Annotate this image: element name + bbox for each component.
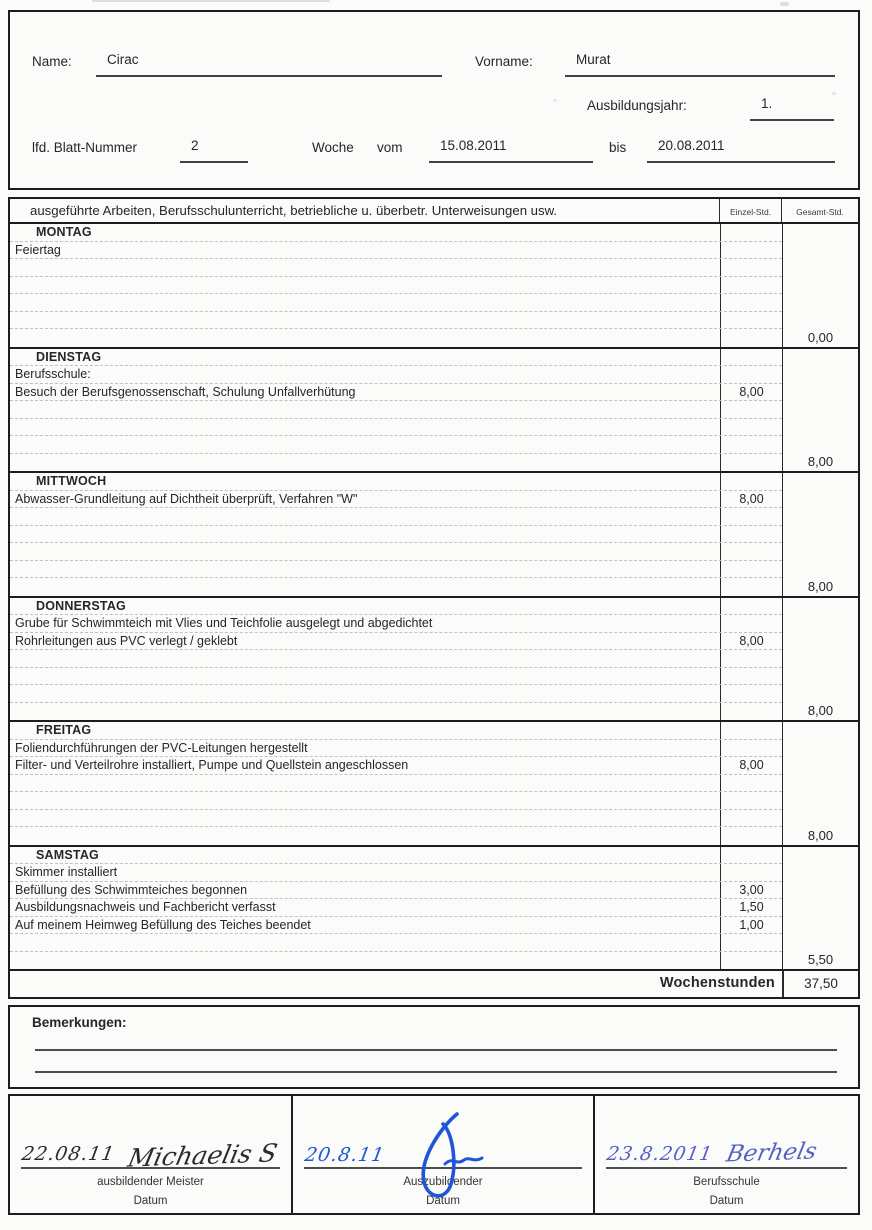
vom-label: vom <box>377 140 403 155</box>
einzel-cell: 8,00 <box>720 384 782 401</box>
table-row <box>10 792 782 810</box>
weekly-work-table <box>8 197 860 999</box>
woche-von-field: 15.08.2011 <box>429 138 593 163</box>
work-entry <box>10 454 720 472</box>
einzel-cell <box>720 792 782 809</box>
einzel-cell <box>720 419 782 436</box>
signature-box <box>10 1096 293 1213</box>
table-row <box>10 882 782 900</box>
table-row <box>10 578 782 596</box>
einzel-cell <box>720 703 782 721</box>
day-label: FREITAG <box>36 723 92 737</box>
signature-role-label: ausbildender Meister <box>97 1176 204 1188</box>
table-header-row <box>10 199 858 224</box>
einzel-cell: 3,00 <box>720 882 782 899</box>
table-row <box>10 526 782 544</box>
table-row <box>10 349 782 367</box>
table-row <box>10 864 782 882</box>
day-total-cell <box>782 722 858 845</box>
einzel-cell <box>720 473 782 490</box>
day-section <box>10 598 858 723</box>
einzel-cell <box>720 864 782 881</box>
handwritten-date: 23.8.2011 <box>605 1143 715 1165</box>
work-entry: Auf meinem Heimweg Befüllung des Teiches beendet <box>15 917 311 932</box>
week-total-row <box>10 971 858 997</box>
table-row <box>10 401 782 419</box>
table-row <box>10 899 782 917</box>
einzel-cell: 1,50 <box>720 899 782 916</box>
work-entry <box>10 668 720 685</box>
day-total-value: 8,00 <box>807 703 834 718</box>
einzel-cell <box>720 526 782 543</box>
einzel-cell <box>720 436 782 453</box>
einzel-cell <box>720 508 782 525</box>
work-entry <box>10 401 720 418</box>
day-label: MONTAG <box>36 225 92 239</box>
description-column-header: ausgeführte Arbeiten, Berufsschulunterricht, betriebliche u. überbetr. Unterweisungen usw. <box>10 199 720 222</box>
einzel-cell <box>720 740 782 757</box>
work-entry <box>10 419 720 436</box>
work-entry <box>10 277 720 294</box>
einzel-cell: 8,00 <box>720 757 782 774</box>
table-row <box>10 366 782 384</box>
work-entry: Feiertag <box>15 242 61 257</box>
wochenstunden-value: 37,50 <box>782 971 858 997</box>
day-total-cell <box>782 349 858 472</box>
day-section <box>10 847 858 972</box>
table-row <box>10 242 782 260</box>
einzel-cell <box>720 827 782 845</box>
bis-label: bis <box>609 140 627 155</box>
einzel-cell <box>720 277 782 294</box>
day-total-cell <box>782 847 858 970</box>
table-row <box>10 277 782 295</box>
table-row <box>10 312 782 330</box>
work-entry: Rohrleitungen aus PVC verlegt / geklebt <box>15 633 238 648</box>
table-row <box>10 419 782 437</box>
einzel-std-column-header: Einzel-Std. <box>720 199 782 222</box>
datum-label: Datum <box>133 1195 168 1207</box>
signature-role-label: Berufsschule <box>693 1176 760 1188</box>
day-total-cell <box>782 224 858 347</box>
table-row <box>10 259 782 277</box>
work-entry <box>10 703 720 721</box>
signature-box <box>293 1096 595 1213</box>
einzel-cell <box>720 543 782 560</box>
work-entry: Filter- und Verteilrohre installiert, Pumpe und Quellstein angeschlossen <box>15 758 409 772</box>
table-row <box>10 224 782 242</box>
day-label: MITTWOCH <box>36 474 107 488</box>
table-row <box>10 740 782 758</box>
day-total-cell <box>782 598 858 721</box>
work-entry <box>10 650 720 667</box>
table-row <box>10 561 782 579</box>
work-entry <box>10 312 720 329</box>
einzel-cell <box>720 578 782 596</box>
table-row <box>10 384 782 402</box>
table-row <box>10 454 782 472</box>
einzel-cell <box>720 934 782 951</box>
table-row <box>10 810 782 828</box>
table-row <box>10 294 782 312</box>
table-row <box>10 952 782 970</box>
work-entry <box>10 685 720 702</box>
vorname-label: Vorname: <box>475 54 533 69</box>
wochenstunden-label: Wochenstunden <box>659 975 775 991</box>
signature-line <box>21 1167 280 1169</box>
day-section <box>10 224 858 349</box>
scan-artifact <box>92 0 330 2</box>
form-header-box <box>8 10 860 190</box>
einzel-cell <box>720 401 782 418</box>
work-entry <box>10 775 720 792</box>
day-label: SAMSTAG <box>36 847 99 862</box>
table-row <box>10 436 782 454</box>
table-row <box>10 775 782 793</box>
einzel-cell <box>720 329 782 347</box>
table-row <box>10 757 782 775</box>
signature-box <box>595 1096 858 1213</box>
table-row <box>10 703 782 721</box>
work-entry <box>10 810 720 827</box>
name-label: Name: <box>32 54 72 69</box>
signature-role-label: Auszubildender <box>403 1176 483 1188</box>
handwriting <box>305 1144 399 1166</box>
einzel-cell: 8,00 <box>720 491 782 508</box>
work-entry: Berufsschule: <box>15 367 91 381</box>
work-entry <box>10 259 720 276</box>
table-row <box>10 685 782 703</box>
einzel-cell <box>720 952 782 970</box>
work-entry: Besuch der Berufsgenossenschaft, Schulung Unfallverhütung <box>15 384 356 399</box>
work-entry: Befüllung des Schwimmteiches begonnen <box>15 882 248 897</box>
einzel-cell <box>720 810 782 827</box>
work-entry <box>10 526 720 543</box>
day-total-value: 5,50 <box>807 952 834 967</box>
remarks-label: Bemerkungen: <box>32 1015 127 1030</box>
work-entry <box>10 436 720 453</box>
work-entry <box>10 578 720 596</box>
work-entry <box>10 508 720 525</box>
einzel-cell <box>720 668 782 685</box>
ausbildungsjahr-label: Ausbildungsjahr: <box>587 98 687 113</box>
einzel-cell <box>720 294 782 311</box>
einzel-cell <box>720 312 782 329</box>
table-row <box>10 668 782 686</box>
handwritten-signature: Berhels <box>723 1138 819 1168</box>
work-entry <box>10 792 720 809</box>
gesamt-std-column-header: Gesamt-Std. <box>796 207 844 217</box>
work-entry <box>10 952 720 970</box>
einzel-cell <box>720 847 782 864</box>
remarks-box <box>8 1005 860 1089</box>
einzel-cell <box>720 349 782 366</box>
ausbildungsjahr-field: 1. <box>750 96 834 121</box>
einzel-cell <box>720 454 782 472</box>
work-entry <box>10 827 720 845</box>
table-row <box>10 934 782 952</box>
work-entry: Ausbildungsnachweis und Fachbericht verfasst <box>15 900 276 914</box>
day-total-value: 8,00 <box>807 578 834 594</box>
table-days <box>10 224 858 971</box>
einzel-cell <box>720 224 782 241</box>
einzel-cell <box>720 615 782 632</box>
day-section <box>10 473 858 598</box>
remarks-line <box>35 1049 837 1051</box>
day-section <box>10 722 858 847</box>
day-total-value: 8,00 <box>807 454 834 469</box>
day-total-value: 8,00 <box>807 827 834 843</box>
work-entry: Skimmer installiert <box>15 865 118 879</box>
handwritten-date: 20.8.11 <box>303 1144 387 1166</box>
einzel-cell <box>720 561 782 578</box>
handwriting <box>605 1138 819 1168</box>
work-entry: Grube für Schwimmteich mit Vlies und Teichfolie ausgelegt und abgedichtet <box>15 616 433 630</box>
table-row <box>10 847 782 865</box>
table-row <box>10 827 782 845</box>
day-section <box>10 349 858 474</box>
handwritten-signature: Michaelis S <box>124 1138 280 1173</box>
work-entry: Foliendurchführungen der PVC-Leitungen hergestellt <box>15 740 308 755</box>
table-row <box>10 633 782 651</box>
table-row <box>10 543 782 561</box>
day-total-value: 0,00 <box>807 329 834 345</box>
table-row <box>10 650 782 668</box>
woche-bis-field: 20.08.2011 <box>647 138 835 163</box>
vorname-field: Murat <box>565 52 835 77</box>
day-label: DIENSTAG <box>36 349 102 364</box>
work-entry: Abwasser-Grundleitung auf Dichtheit überprüft, Verfahren "W" <box>15 491 358 506</box>
blatt-nummer-field: 2 <box>180 138 248 163</box>
name-field: Cirac <box>96 52 442 77</box>
einzel-cell <box>720 775 782 792</box>
handwriting <box>20 1137 280 1173</box>
work-entry <box>10 294 720 311</box>
handwritten-date: 22.08.11 <box>20 1143 117 1165</box>
work-entry <box>10 934 720 951</box>
einzel-cell: 8,00 <box>720 633 782 650</box>
table-row <box>10 598 782 616</box>
table-row <box>10 722 782 740</box>
work-entry <box>10 561 720 578</box>
signature-line <box>304 1167 582 1169</box>
einzel-cell <box>720 685 782 702</box>
einzel-cell <box>720 598 782 615</box>
table-row <box>10 917 782 935</box>
remarks-line <box>35 1071 837 1073</box>
datum-label: Datum <box>709 1195 744 1207</box>
einzel-cell <box>720 242 782 259</box>
signature-line <box>606 1167 847 1169</box>
einzel-cell: 1,00 <box>720 917 782 934</box>
day-total-cell <box>782 473 858 596</box>
einzel-cell <box>720 366 782 383</box>
table-row <box>10 615 782 633</box>
datum-label: Datum <box>426 1195 460 1207</box>
woche-label: Woche <box>312 140 354 155</box>
blatt-nummer-label: lfd. Blatt-Nummer <box>32 140 138 155</box>
work-entry <box>10 329 720 347</box>
signature-row <box>8 1094 860 1215</box>
einzel-cell <box>720 722 782 739</box>
day-label: DONNERSTAG <box>36 598 126 613</box>
einzel-cell <box>720 259 782 276</box>
einzel-cell <box>720 650 782 667</box>
table-row <box>10 491 782 509</box>
table-row <box>10 329 782 347</box>
table-row <box>10 473 782 491</box>
table-row <box>10 508 782 526</box>
scan-artifact <box>780 2 789 6</box>
work-entry <box>10 543 720 560</box>
